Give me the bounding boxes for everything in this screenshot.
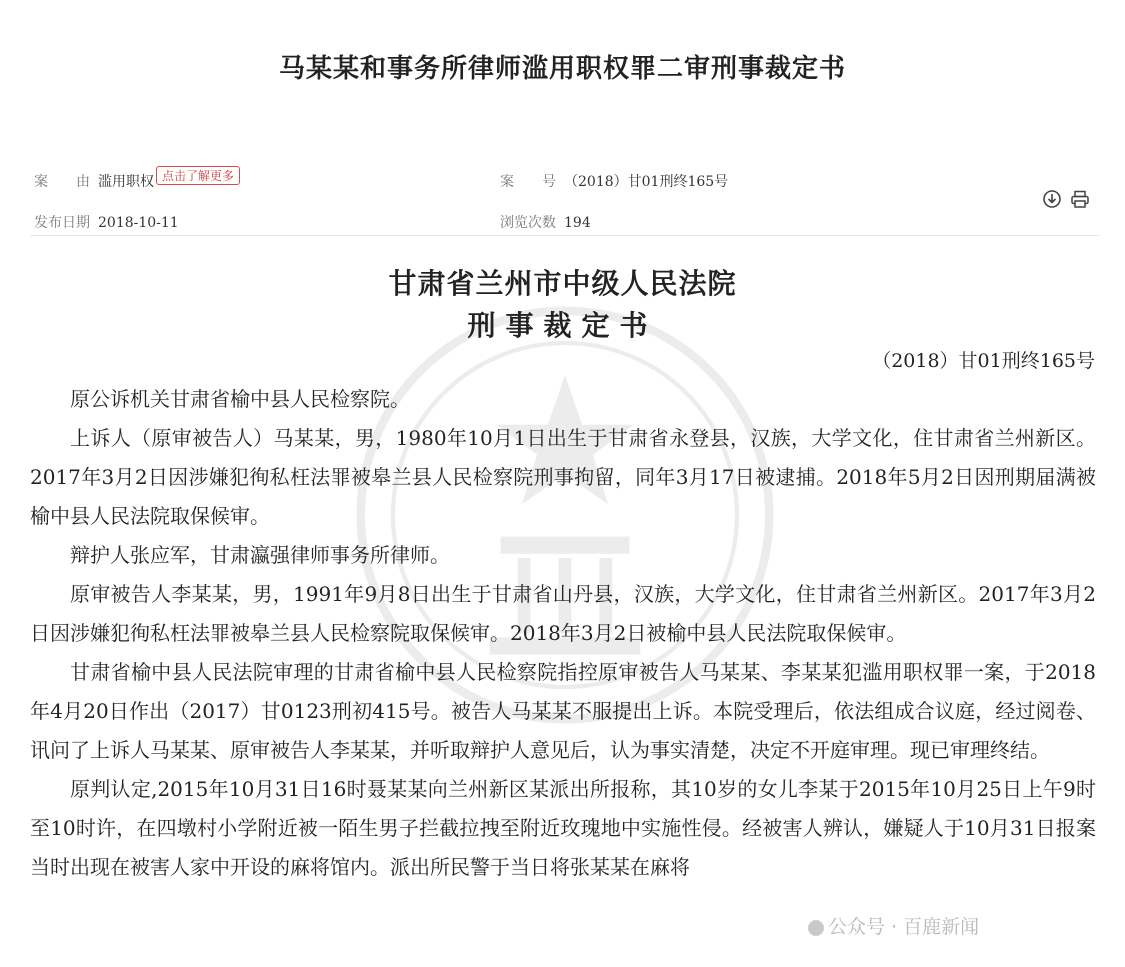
case-cause-value: 滥用职权 bbox=[98, 174, 154, 190]
paragraph: 辩护人张应军，甘肃瀛强律师事务所律师。 bbox=[70, 543, 450, 567]
publish-date-row bbox=[34, 212, 179, 232]
court-name: 甘肃省兰州市中级人民法院 bbox=[388, 267, 737, 300]
publish-date-label: 发布日期 bbox=[34, 215, 90, 231]
view-count-value: 194 bbox=[564, 215, 591, 231]
case-number-value: （2018）甘01刑终165号 bbox=[564, 174, 729, 190]
view-count-label: 浏览次数 bbox=[500, 215, 556, 231]
paragraph: 原判认定,2015年10月31日16时聂某某向兰州新区某派出所报称，其10岁的女儿李某于2015年10月25日上午9时至10时许，在四墩村小学附近被一陌生男子拦截拉拽至附近玫瑰地中实施性侵。经被害人辨认，嫌疑人于10月31日报案当时出现在被害人家中开设的麻将馆内。派出所民警于当日将张某某在麻将 bbox=[30, 777, 1096, 879]
document-body bbox=[30, 380, 1096, 887]
wechat-watermark-text: 公众号 · 百鹿新闻 bbox=[828, 916, 980, 938]
view-count-row bbox=[500, 212, 591, 232]
print-icon[interactable] bbox=[1070, 189, 1090, 209]
case-number-label: 案 号 bbox=[500, 174, 556, 190]
paragraph: 原公诉机关甘肃省榆中县人民检察院。 bbox=[70, 387, 410, 411]
wechat-icon bbox=[808, 920, 824, 936]
learn-more-link[interactable]: 点击了解更多 bbox=[156, 166, 240, 185]
document-type: 刑事裁定书 bbox=[467, 309, 658, 342]
paragraph: 上诉人（原审被告人）马某某，男，1980年10月1日出生于甘肃省永登县，汉族，大学文化，住甘肃省兰州新区。2017年3月2日因涉嫌犯徇私枉法罪被皋兰县人民检察院刑事拘留，同年3月17日被逮捕。2018年5月2日因刑期届满被榆中县人民法院取保候审。 bbox=[30, 426, 1096, 528]
case-cause-row bbox=[34, 171, 240, 191]
document-actions bbox=[1042, 188, 1094, 210]
document-number: （2018）甘01刑终165号 bbox=[872, 350, 1095, 372]
download-icon[interactable] bbox=[1042, 189, 1062, 209]
document-title: 马某某和事务所律师滥用职权罪二审刑事裁定书 bbox=[278, 54, 846, 84]
paragraph: 原审被告人李某某，男，1991年9月8日出生于甘肃省山丹县，汉族，大学文化，住甘肃省兰州新区。2017年3月2日因涉嫌犯徇私枉法罪被皋兰县人民检察院取保候审。2018年3月2日被榆中县人民法院取保候审。 bbox=[30, 582, 1096, 645]
header-divider bbox=[30, 235, 1100, 236]
publish-date-value: 2018-10-11 bbox=[98, 215, 179, 231]
wechat-watermark bbox=[808, 912, 979, 939]
case-number-row bbox=[500, 171, 728, 191]
paragraph: 甘肃省榆中县人民法院审理的甘肃省榆中县人民检察院指控原审被告人马某某、李某某犯滥用职权罪一案，于2018年4月20日作出（2017）甘0123刑初415号。被告人马某某不服提出上诉。本院受理后，依法组成合议庭，经过阅卷、讯问了上诉人马某某、原审被告人李某某，并听取辩护人意见后，认为事实清楚，决定不开庭审理。现已审理终结。 bbox=[30, 660, 1096, 762]
case-cause-label: 案 由 bbox=[34, 174, 90, 190]
